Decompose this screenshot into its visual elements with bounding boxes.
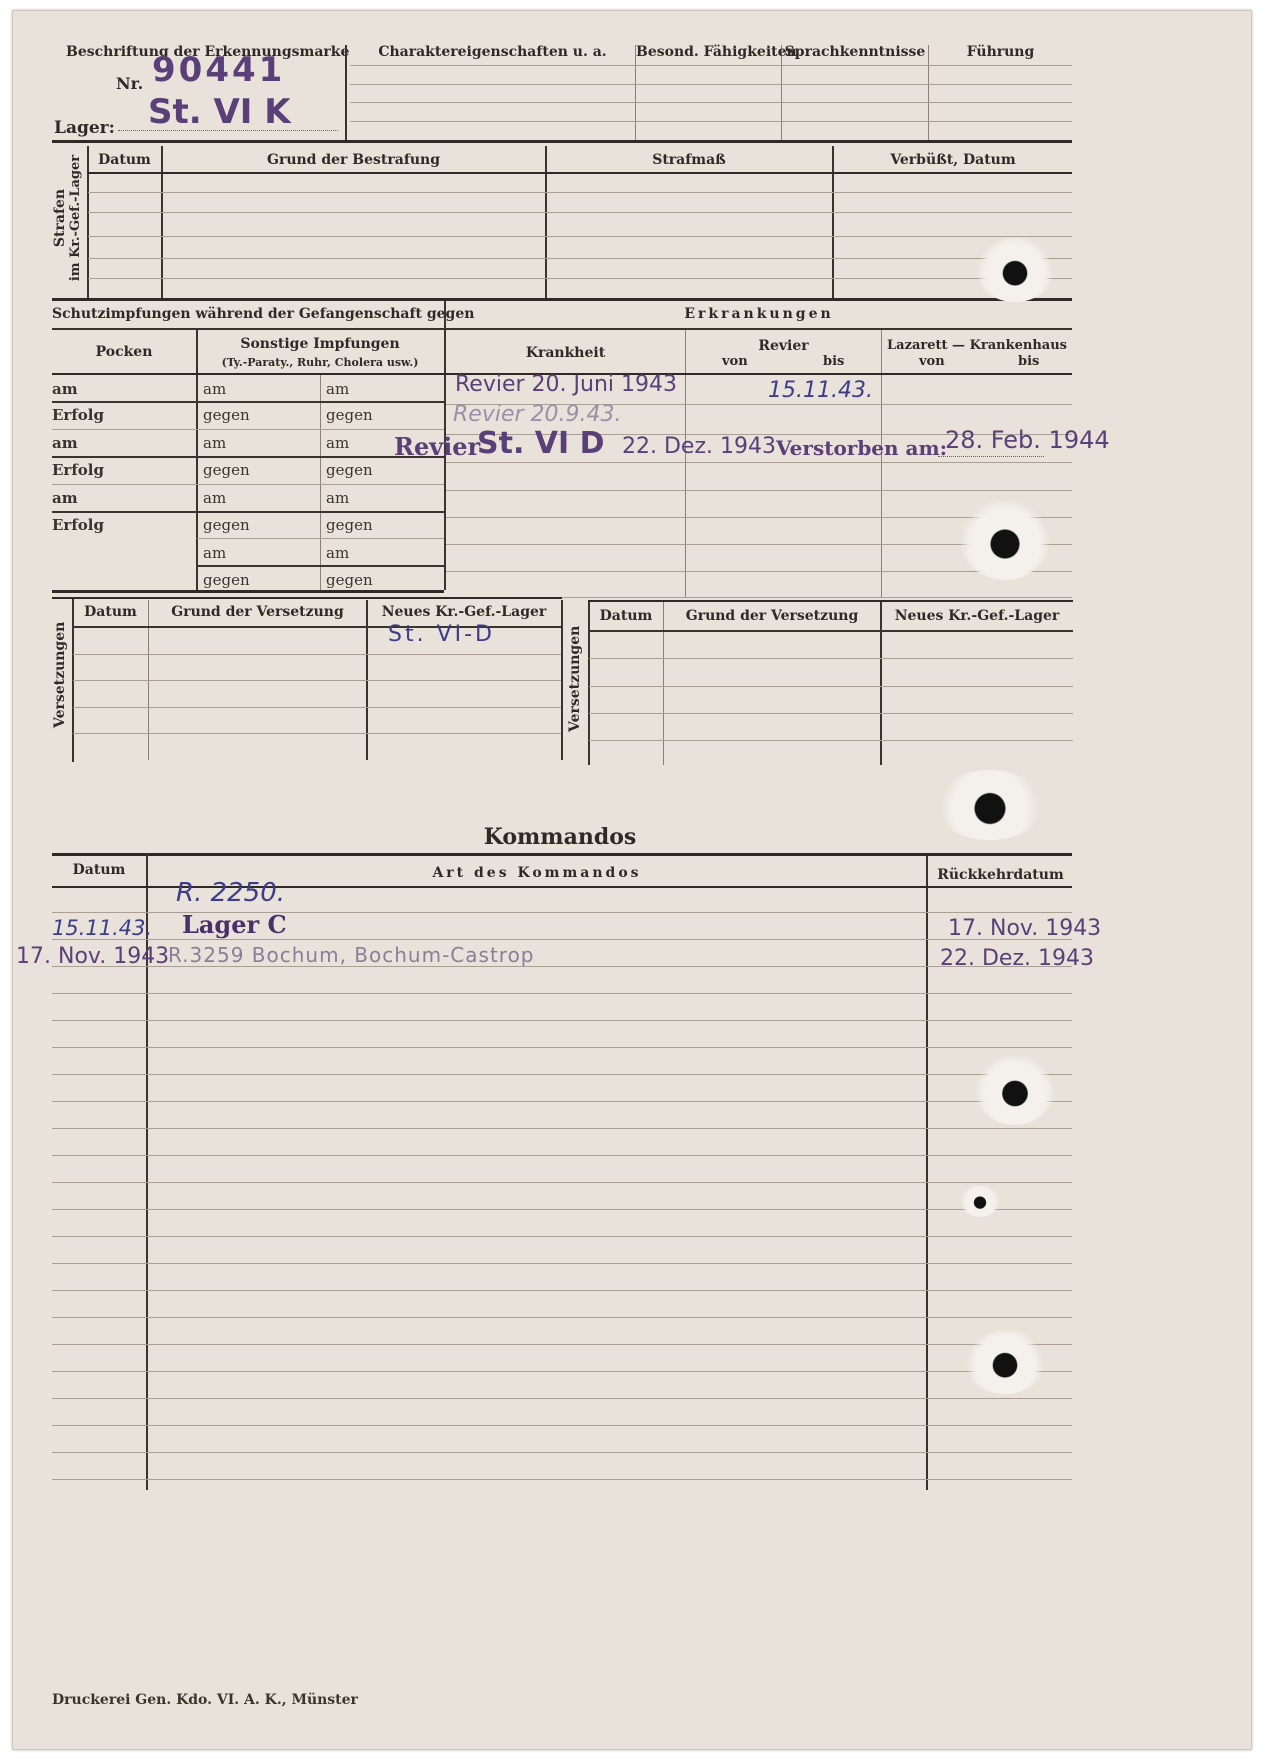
komm-entry-art2: Lager C xyxy=(182,910,287,939)
revier-stamp-3-label: Revier xyxy=(394,432,481,461)
rule xyxy=(52,1452,1072,1453)
impfungen-title: Schutzimpfungen während der Gefangenschaft gegen xyxy=(52,306,475,322)
printer-imprint: Druckerei Gen. Kdo. VI. A. K., Münster xyxy=(52,1692,358,1708)
erkrankungen-title: Erkrankungen xyxy=(684,306,834,322)
sonstige-row: gegen xyxy=(203,516,250,534)
lazarett-von: von xyxy=(919,354,945,369)
rule xyxy=(52,511,444,513)
revier-hand-2: Revier 20.9.43. xyxy=(453,402,622,427)
sonstige-row: gegen xyxy=(326,461,373,479)
rule xyxy=(73,654,561,655)
strafen-col-strafmass: Strafmaß xyxy=(652,152,726,168)
rule xyxy=(52,1290,1072,1291)
strafen-col-verbuesst: Verbüßt, Datum xyxy=(890,152,1016,168)
strafen-divider xyxy=(545,146,547,298)
rule xyxy=(446,462,1072,463)
komm-entry-rueck: 17. Nov. 1943 xyxy=(948,916,1102,941)
col-sonstige-sub: (Ty.-Paraty., Ruhr, Cholera usw.) xyxy=(221,356,419,369)
rule xyxy=(52,1182,1072,1183)
col-sonstige: Sonstige Impfungen xyxy=(240,336,400,352)
erk-divider xyxy=(685,330,686,598)
section-border xyxy=(52,298,1072,301)
rule xyxy=(197,565,444,567)
komm-col-art: Art des Kommandos xyxy=(432,865,642,881)
vers-divider xyxy=(561,600,563,760)
komm-entry-rueck: 22. Dez. 1943 xyxy=(940,946,1094,971)
col-krankheit: Krankheit xyxy=(525,345,606,361)
vers-side-label-right: Versetzungen xyxy=(567,625,583,732)
strafen-col-datum: Datum xyxy=(98,152,151,168)
vers-col-grund-left: Grund der Versetzung xyxy=(171,604,344,620)
verstorben-label: Verstorben am: xyxy=(776,436,948,460)
rule xyxy=(52,1371,1072,1372)
rule xyxy=(197,538,444,539)
rule xyxy=(88,172,1072,174)
komm-entry-datum: 17. Nov. 1943 xyxy=(16,944,170,969)
rule xyxy=(52,1155,1072,1156)
col-fuehrung: Führung xyxy=(966,44,1035,60)
lager-stamp: St. VI K xyxy=(148,92,291,132)
vers-col-datum-left: Datum xyxy=(84,604,137,620)
vers-hand-lager: St. VI-D xyxy=(388,622,495,647)
strafen-col-grund: Grund der Bestrafung xyxy=(266,152,440,168)
sonstige-row: gegen xyxy=(203,461,250,479)
rule xyxy=(88,258,1072,259)
rule xyxy=(52,597,562,599)
header-divider xyxy=(345,45,347,140)
sonstige-row: am xyxy=(203,380,227,398)
rule xyxy=(52,993,1072,994)
rule xyxy=(589,630,1073,632)
bullet-hole xyxy=(965,1330,1045,1394)
revier-von: von xyxy=(722,354,748,369)
rule xyxy=(88,278,1072,279)
pocken-row: am xyxy=(52,434,78,452)
bullet-hole xyxy=(975,238,1055,302)
kommandos-title: Kommandos xyxy=(483,824,637,850)
rule xyxy=(350,84,1072,85)
rule xyxy=(52,429,444,430)
rule xyxy=(52,1398,1072,1399)
revier-bis: bis xyxy=(823,354,845,369)
sonstige-row: gegen xyxy=(326,516,373,534)
rule xyxy=(52,401,444,403)
sonstige-row: gegen xyxy=(203,406,250,424)
sonstige-row: am xyxy=(326,544,350,562)
section-border xyxy=(52,140,1072,143)
rule xyxy=(52,1209,1072,1210)
vers-col-neues-right: Neues Kr.-Gef.-Lager xyxy=(894,608,1060,624)
erk-divider xyxy=(881,330,882,598)
rule xyxy=(52,939,1072,940)
rule xyxy=(52,1047,1072,1048)
verstorben-line xyxy=(938,456,1044,457)
komm-col-rueckkehr: Rückkehrdatum xyxy=(937,867,1064,883)
impf-divider xyxy=(196,330,198,590)
nr-stamp: 90441 xyxy=(152,50,286,90)
komm-col-datum: Datum xyxy=(72,862,126,878)
komm-entry-datum: 15.11.43. xyxy=(52,916,153,940)
impf-divider xyxy=(320,374,321,590)
lager-label: Lager: xyxy=(54,118,115,138)
pocken-row: Erfolg xyxy=(52,461,104,479)
rule xyxy=(589,740,1073,741)
rule xyxy=(52,1236,1072,1237)
bullet-hole xyxy=(960,1185,1000,1217)
col-charakter: Charaktereigenschaften u. a. xyxy=(378,44,607,60)
section-border xyxy=(52,853,1072,856)
rule xyxy=(350,121,1072,122)
rule xyxy=(52,1101,1072,1102)
bullet-hole xyxy=(960,500,1050,580)
rule xyxy=(52,484,444,485)
pocken-row: Erfolg xyxy=(52,406,104,424)
vers-col-neues-left: Neues Kr.-Gef.-Lager xyxy=(381,604,547,620)
rule xyxy=(88,192,1072,193)
rule xyxy=(88,212,1072,213)
rule xyxy=(52,456,444,458)
rule xyxy=(52,328,1072,330)
sonstige-row: am xyxy=(326,489,350,507)
rule xyxy=(52,1344,1072,1345)
sonstige-row: am xyxy=(203,544,227,562)
rule xyxy=(52,1425,1072,1426)
rule xyxy=(350,65,1072,66)
col-lazarett: Lazarett — Krankenhaus xyxy=(887,338,1067,353)
komm-divider xyxy=(926,856,928,1490)
rule xyxy=(589,686,1073,687)
col-sprache: Sprachkenntnisse xyxy=(784,44,926,60)
rule xyxy=(88,236,1072,237)
rule xyxy=(446,490,1072,491)
komm-entry-art: R. 2250. xyxy=(176,878,286,908)
pocken-row: am xyxy=(52,489,78,507)
rule xyxy=(350,102,1072,103)
revier-bis-hand: 15.11.43. xyxy=(768,378,873,403)
revier-stamp-1: Revier 20. Juni 1943 xyxy=(455,372,677,397)
rule xyxy=(589,713,1073,714)
sonstige-row: am xyxy=(203,434,227,452)
lazarett-bis: bis xyxy=(1018,354,1040,369)
sonstige-row: gegen xyxy=(203,571,250,589)
bullet-hole xyxy=(975,1055,1055,1125)
bullet-hole xyxy=(935,770,1045,840)
lager-dotted-line xyxy=(118,130,338,131)
rule xyxy=(589,658,1073,659)
sonstige-row: gegen xyxy=(326,406,373,424)
rule xyxy=(52,1074,1072,1075)
sonstige-row: gegen xyxy=(326,571,373,589)
rule xyxy=(73,707,561,708)
sonstige-row: am xyxy=(326,434,350,452)
col-revier: Revier xyxy=(758,338,809,354)
vers-side-label-left: Versetzungen xyxy=(52,621,68,728)
rule xyxy=(588,600,1073,602)
strafen-divider xyxy=(832,146,834,298)
rule xyxy=(52,1128,1072,1129)
strafen-label-1: Strafen xyxy=(52,188,68,248)
rule xyxy=(52,1479,1072,1480)
verstorben-date: 28. Feb. 1944 xyxy=(945,426,1110,454)
nr-label: Nr. xyxy=(116,74,144,93)
strafen-label-2: im Kr.-Gef.-Lager xyxy=(68,154,83,282)
strafen-side-label xyxy=(52,148,83,288)
col-pocken: Pocken xyxy=(95,344,153,360)
sonstige-row: am xyxy=(203,489,227,507)
revier-stamp-3-date: 22. Dez. 1943 xyxy=(622,434,776,459)
strafen-divider xyxy=(87,146,89,298)
komm-entry-art: R.3259 Bochum, Bochum-Castrop xyxy=(168,943,535,967)
sonstige-row: am xyxy=(326,380,350,398)
vers-col-datum-right: Datum xyxy=(599,608,653,624)
rule xyxy=(73,733,561,734)
pocken-row: Erfolg xyxy=(52,516,104,534)
revier-stamp-3-camp: St. VI D xyxy=(477,426,605,461)
pocken-row: am xyxy=(52,380,78,398)
rule xyxy=(52,1317,1072,1318)
marke-label: Beschriftung der Erkennungsmarke xyxy=(66,44,350,60)
rule xyxy=(73,680,561,681)
strafen-divider xyxy=(161,146,163,298)
vers-col-grund-right: Grund der Versetzung xyxy=(685,608,859,624)
rule xyxy=(52,1020,1072,1021)
rule xyxy=(52,1263,1072,1264)
rule xyxy=(52,590,444,593)
col-faehigkeiten: Besond. Fähigkeiten xyxy=(636,44,797,60)
